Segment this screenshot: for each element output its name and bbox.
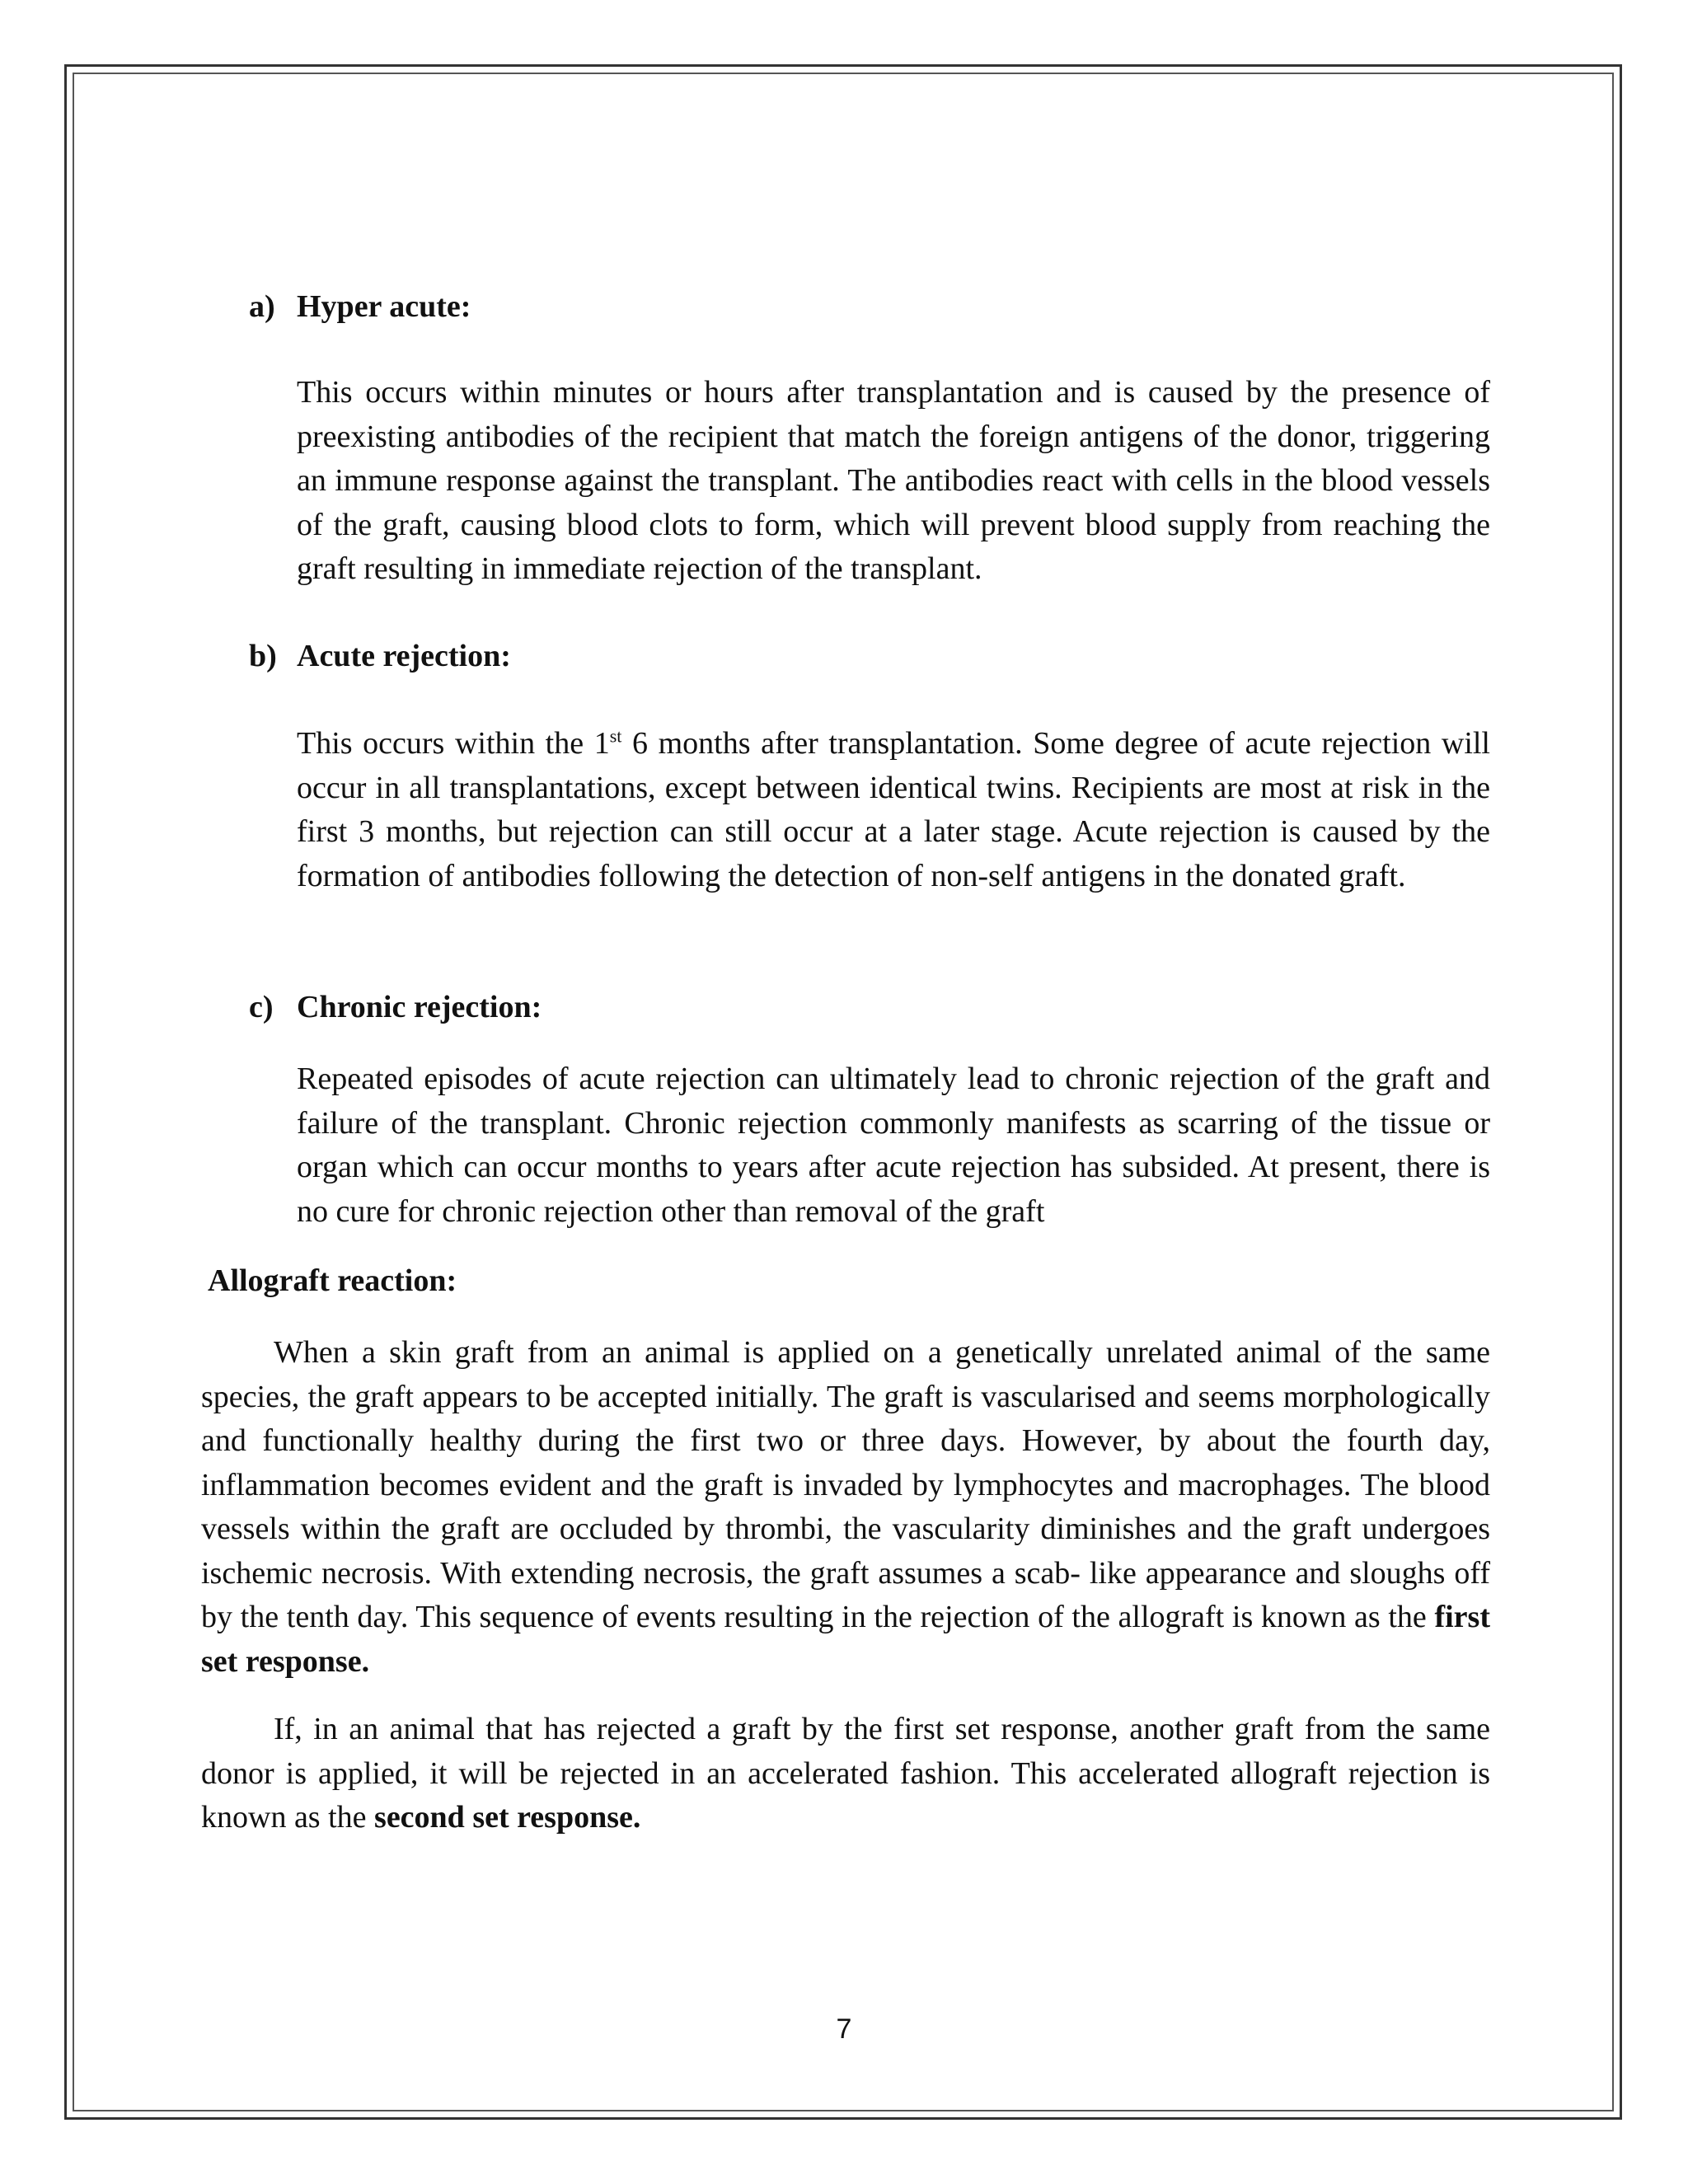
section-title: Acute rejection:	[297, 639, 511, 673]
section-body-acute-rejection	[297, 722, 1490, 898]
body-text-start: This occurs within the 1	[297, 726, 610, 761]
section-heading-acute-rejection	[249, 635, 511, 677]
ordinal-superscript: st	[609, 725, 622, 747]
section-body-chronic-rejection: Repeated episodes of acute rejection can ultimately lead to chronic rejection of the graft and failure of the transplant. Chronic rejection commonly manifests as scarring of the tissue or organ which can occur months to years after acute rejection has subsided. At present, there is no cure for chronic rejection other than removal of the graft	[297, 1062, 1490, 1229]
allograft-paragraph-1	[201, 1331, 1490, 1684]
allograft-paragraph-1-text: When a skin graft from an animal is applied on a genetically unrelated animal of the same species, the graft appears to be accepted initially. The graft is vascularised and seems morphologically and functionally healthy during the first two or three days. However, by about the fourth day, inflammation becomes evident and the graft is invaded by lymphocytes and macrophages. The blood vessels within the graft are occluded by thrombi, the vascularity diminishes and the graft undergoes ischemic necrosis. With extending necrosis, the graft assumes a scab- like appearance and sloughs off by the tenth day. This sequence of events resulting in the rejection of the allograft is known as the	[201, 1335, 1490, 1634]
allograft-paragraph-2-text: If, in an animal that has rejected a graft by the first set response, another graft from the same donor is applied, it will be rejected in an accelerated fashion. This accelerated allograft rejection is known as the	[201, 1712, 1490, 1835]
section-heading-chronic-rejection	[249, 986, 542, 1029]
first-set-response-term: first set response.	[201, 1600, 1490, 1679]
section-body-hyper-acute: This occurs within minutes or hours after transplantation and is caused by the presence of preexisting antibodies of the recipient that match the foreign antigens of the donor, triggering an immune response against the transplant. The antibodies react with cells in the blood vessels of the graft, causing blood clots to form, which will prevent blood supply from reaching the graft resulting in immediate rejection of the transplant.	[297, 375, 1490, 586]
page-number: 7	[836, 2013, 852, 2045]
section-marker: a)	[249, 289, 275, 324]
section-heading-hyper-acute	[249, 285, 471, 328]
section-marker: c)	[249, 990, 274, 1024]
section-title: Chronic rejection:	[297, 990, 542, 1024]
allograft-paragraph-2	[201, 1708, 1490, 1840]
allograft-heading: Allograft reaction:	[208, 1263, 457, 1298]
body-text-rest: 6 months after transplantation. Some degree of acute rejection will occur in all transplantations, except between identical twins. Recipients are most at risk in the first 3 months, but rejection can still occur at a later stage. Acute rejection is caused by the formation of antibodies following the detection of non-self antigens in the donated graft.	[297, 726, 1490, 893]
section-marker: b)	[249, 639, 277, 673]
section-title: Hyper acute:	[297, 289, 471, 324]
second-set-response-term: second set response.	[374, 1800, 641, 1835]
